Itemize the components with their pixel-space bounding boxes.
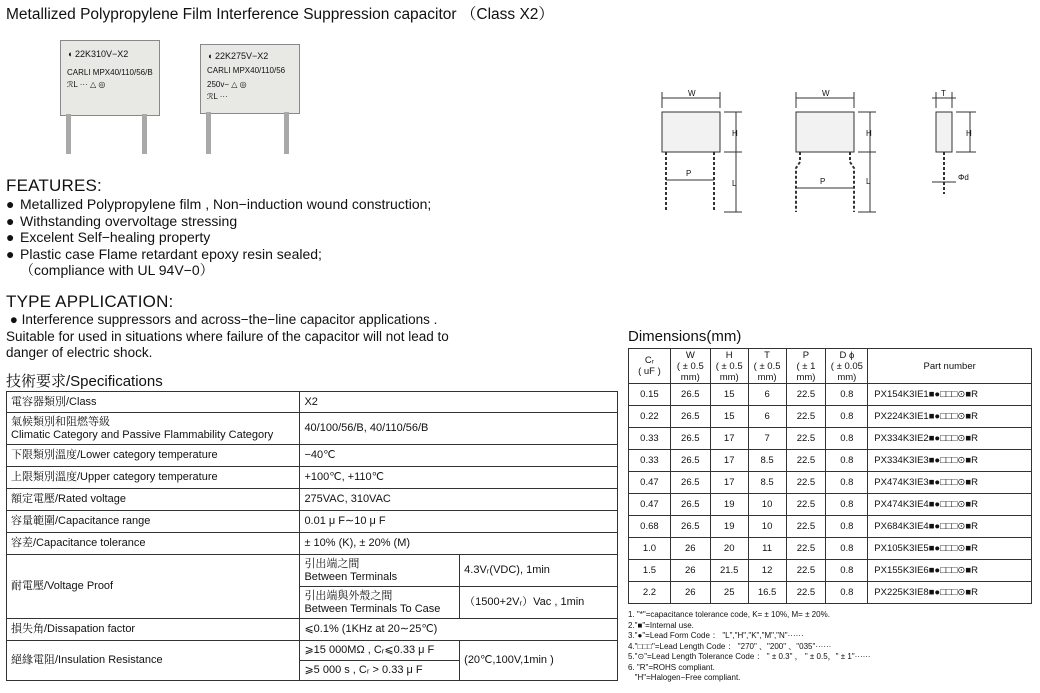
photo-line2: CARLI MPX40/110/56/B <box>67 68 153 77</box>
table-row: 額定電壓/Rated voltage 275VAC, 310VAC <box>7 489 618 511</box>
table-cell: 26.5 <box>670 406 710 428</box>
table-cell: 7 <box>748 428 786 450</box>
table-cell: 10 <box>748 516 786 538</box>
table-cell: 0.8 <box>826 560 868 582</box>
table-cell: 19 <box>710 494 748 516</box>
table-cell: 0.8 <box>826 516 868 538</box>
photo-code: 22K275V−X2 <box>214 51 269 61</box>
part-number-cell: PX105K3IE5■●□□□⊙■R <box>868 538 1032 560</box>
label-p: P <box>686 169 692 178</box>
part-number-cell: PX225K3IE8■●□□□⊙■R <box>868 582 1032 604</box>
table-cell: 26.5 <box>670 472 710 494</box>
page-title: Metallized Polypropylene Film Interference Suppression capacitor （Class X2） <box>6 6 554 23</box>
photo-line3: 250v− △ ◎ <box>207 80 247 89</box>
part-number-cell: PX334K3IE2■●□□□⊙■R <box>868 428 1032 450</box>
list-item: ● Withstanding overvoltage stressing <box>6 212 238 229</box>
photo-line3: ℛL ··· △ ◎ <box>67 80 106 89</box>
table-cell: 0.8 <box>826 406 868 428</box>
table-cell: 26.5 <box>670 450 710 472</box>
table-cell: 17 <box>710 472 748 494</box>
table-row: 氣候類別和阻燃等級 Climatic Category and Passive Flammability Category 40/100/56/B, 40/110/56/B <box>7 413 618 445</box>
list-item: ● Excelent Self−healing property <box>6 229 211 245</box>
label-t: T <box>941 89 946 98</box>
header-cell: W ( ± 0.5 mm) <box>670 349 710 384</box>
table-cell: 26 <box>670 560 710 582</box>
brand-logo-icon: ◖ <box>207 51 213 61</box>
table-cell: 6 <box>748 406 786 428</box>
table-cell: 22.5 <box>786 582 826 604</box>
note: 1. "*"=capacitance tolerance code, K= ± 10%, M= ± 20%. <box>628 610 830 619</box>
dimension-notes <box>628 610 1038 684</box>
features-list <box>6 196 486 279</box>
bullet-icon: ● <box>6 229 15 245</box>
table-cell: 15 <box>710 406 748 428</box>
spec-heading: 技術要求/Specifications <box>6 373 163 390</box>
table-cell: 17 <box>710 428 748 450</box>
table-cell: 0.8 <box>826 384 868 406</box>
table-cell: 10 <box>748 494 786 516</box>
table-cell: 0.47 <box>629 472 671 494</box>
table-cell: 0.68 <box>629 516 671 538</box>
table-cell: 0.8 <box>826 582 868 604</box>
note: 5."⊙"=Lead Length Tolerance Code ： " ± 0.3" ， " ± 0.5，" ± 1"······ <box>628 652 871 661</box>
note: "H"=Halogen−Free compliant. <box>628 673 741 682</box>
table-cell: 0.8 <box>826 428 868 450</box>
list-item: ● Plastic case Flame retardant epoxy resin sealed; <box>6 245 322 262</box>
table-cell: 15 <box>710 384 748 406</box>
label-h: H <box>866 129 872 138</box>
table-row: 引出端與外殼之間 Between Terminals To Case （1500+2Vᵣ）Vac , 1min <box>7 587 618 619</box>
table-cell: 1.0 <box>629 538 671 560</box>
table-cell: 1.5 <box>629 560 671 582</box>
table-header-row <box>629 349 1032 384</box>
table-cell: 19 <box>710 516 748 538</box>
table-row: 下限類別溫度/Lower category temperature −40℃ <box>7 445 618 467</box>
photo-code: 22K310V−X2 <box>74 49 129 59</box>
brand-logo-icon: ◖ <box>67 49 73 59</box>
table-cell: 0.47 <box>629 494 671 516</box>
table-row <box>629 494 1032 516</box>
part-number-cell: PX474K3IE3■●□□□⊙■R <box>868 472 1032 494</box>
table-row: ⩾5 000 s , Cᵣ > 0.33 μ F <box>7 661 618 681</box>
note: 4."□□□"=Lead Length Code ： "270" 、"200" 、"035"······ <box>628 641 832 651</box>
table-row <box>629 428 1032 450</box>
table-cell: 22.5 <box>786 406 826 428</box>
table-cell: 0.33 <box>629 450 671 472</box>
table-row: 容量範圍/Capacitance range 0.01 μ F∼10 μ F <box>7 511 618 533</box>
photo-line2: CARLI MPX40/110/56 <box>207 66 286 75</box>
table-cell: 22.5 <box>786 560 826 582</box>
label-d: Φd <box>958 173 969 182</box>
part-number-cell: PX474K3IE4■●□□□⊙■R <box>868 494 1032 516</box>
table-row: 上限類別溫度/Upper category temperature +100℃, +110℃ <box>7 467 618 489</box>
table-cell: 0.22 <box>629 406 671 428</box>
header-cell: P ( ± 1 mm) <box>786 349 826 384</box>
header-cell: T ( ± 0.5 mm) <box>748 349 786 384</box>
table-cell: 26 <box>670 582 710 604</box>
table-cell: 25 <box>710 582 748 604</box>
table-cell: 12 <box>748 560 786 582</box>
type-application-text: ● Interference suppressors and across−the−line capacitor applications . Suitable for used in situations where failure of the capacitor will not lead to danger of electric shock. <box>6 312 449 360</box>
table-cell: 0.15 <box>629 384 671 406</box>
list-item-sub: （compliance with UL 94V−0） <box>20 262 214 278</box>
note: 2."■"=Internal use. <box>628 620 694 630</box>
bullet-icon: ● <box>6 312 22 327</box>
table-cell: 0.8 <box>826 472 868 494</box>
table-row <box>629 406 1032 428</box>
table-cell: 22.5 <box>786 450 826 472</box>
table-cell: 8.5 <box>748 472 786 494</box>
table-row: 電容器類別/Class X2 <box>7 392 618 413</box>
table-cell: 26.5 <box>670 384 710 406</box>
table-row <box>629 384 1032 406</box>
label-w: W <box>822 89 830 98</box>
table-row <box>629 516 1032 538</box>
table-cell: 20 <box>710 538 748 560</box>
table-row: 絕緣電阻/Insulation Resistance ⩾15 000MΩ , Cᵣ⩽0.33 μ F (20℃,100V,1min ) <box>7 641 618 661</box>
table-row <box>629 582 1032 604</box>
table-cell: 22.5 <box>786 516 826 538</box>
table-cell: 0.8 <box>826 538 868 560</box>
bullet-icon: ● <box>6 245 15 262</box>
header-cell: H ( ± 0.5 mm) <box>710 349 748 384</box>
header-cell: D ϕ ( ± 0.05 mm) <box>826 349 868 384</box>
features-heading: FEATURES: <box>6 176 102 195</box>
spec-table <box>6 391 618 681</box>
table-cell: 17 <box>710 450 748 472</box>
part-number-cell: PX155K3IE6■●□□□⊙■R <box>868 560 1032 582</box>
table-cell: 0.8 <box>826 450 868 472</box>
dimension-drawing <box>650 84 990 224</box>
header-cell: Part number <box>868 349 1032 384</box>
table-cell: 8.5 <box>748 450 786 472</box>
label-h: H <box>966 129 972 138</box>
table-cell: 0.8 <box>826 494 868 516</box>
label-h: H <box>732 129 738 138</box>
part-number-cell: PX334K3IE3■●□□□⊙■R <box>868 450 1032 472</box>
label-l: L <box>866 177 871 186</box>
table-cell: 22.5 <box>786 384 826 406</box>
note: 6. "R"=ROHS compliant. <box>628 662 715 672</box>
type-application-heading: TYPE APPLICATION: <box>6 292 174 311</box>
table-cell: 6 <box>748 384 786 406</box>
dimensions-heading: Dimensions(mm) <box>628 328 742 345</box>
part-number-cell: PX224K3IE1■●□□□⊙■R <box>868 406 1032 428</box>
bullet-icon: ● <box>6 212 15 229</box>
table-cell: 26 <box>670 538 710 560</box>
table-cell: 22.5 <box>786 428 826 450</box>
table-cell: 26.5 <box>670 494 710 516</box>
table-row <box>629 450 1032 472</box>
photo-line4: ℛL ··· <box>207 92 228 101</box>
table-row: 損失角/Dissapation factor ⩽0.1% (1KHz at 20∼25℃) <box>7 619 618 641</box>
table-cell: 26.5 <box>670 428 710 450</box>
table-cell: 22.5 <box>786 494 826 516</box>
table-cell: 16.5 <box>748 582 786 604</box>
table-row: 容差/Capacitance tolerance ± 10% (K), ± 20% (M) <box>7 533 618 555</box>
part-number-cell: PX154K3IE1■●□□□⊙■R <box>868 384 1032 406</box>
label-p: P <box>820 177 826 186</box>
table-cell: 21.5 <box>710 560 748 582</box>
capacitor-photo-275v <box>200 44 302 154</box>
table-cell: 26.5 <box>670 516 710 538</box>
part-number-cell: PX684K3IE4■●□□□⊙■R <box>868 516 1032 538</box>
note: 3."●"=Lead Form Code ： "L","H","K","M","N"······ <box>628 631 804 640</box>
table-row: 耐電壓/Voltage Proof 引出端之間 Between Terminals 4.3Vᵣ(VDC), 1min <box>7 555 618 587</box>
header-cell: Cᵣ ( uF ) <box>629 349 671 384</box>
table-cell: 22.5 <box>786 472 826 494</box>
bullet-icon: ● <box>6 196 15 212</box>
label-l: L <box>732 179 737 188</box>
table-cell: 0.33 <box>629 428 671 450</box>
capacitor-photo-310v <box>60 40 160 155</box>
table-cell: 22.5 <box>786 538 826 560</box>
label-w: W <box>688 89 696 98</box>
table-row <box>629 472 1032 494</box>
table-cell: 11 <box>748 538 786 560</box>
table-row <box>629 560 1032 582</box>
list-item: ● Metallized Polypropylene film , Non−induction wound construction; <box>6 196 432 212</box>
dimensions-table <box>628 348 1032 604</box>
table-cell: 2.2 <box>629 582 671 604</box>
table-row <box>629 538 1032 560</box>
